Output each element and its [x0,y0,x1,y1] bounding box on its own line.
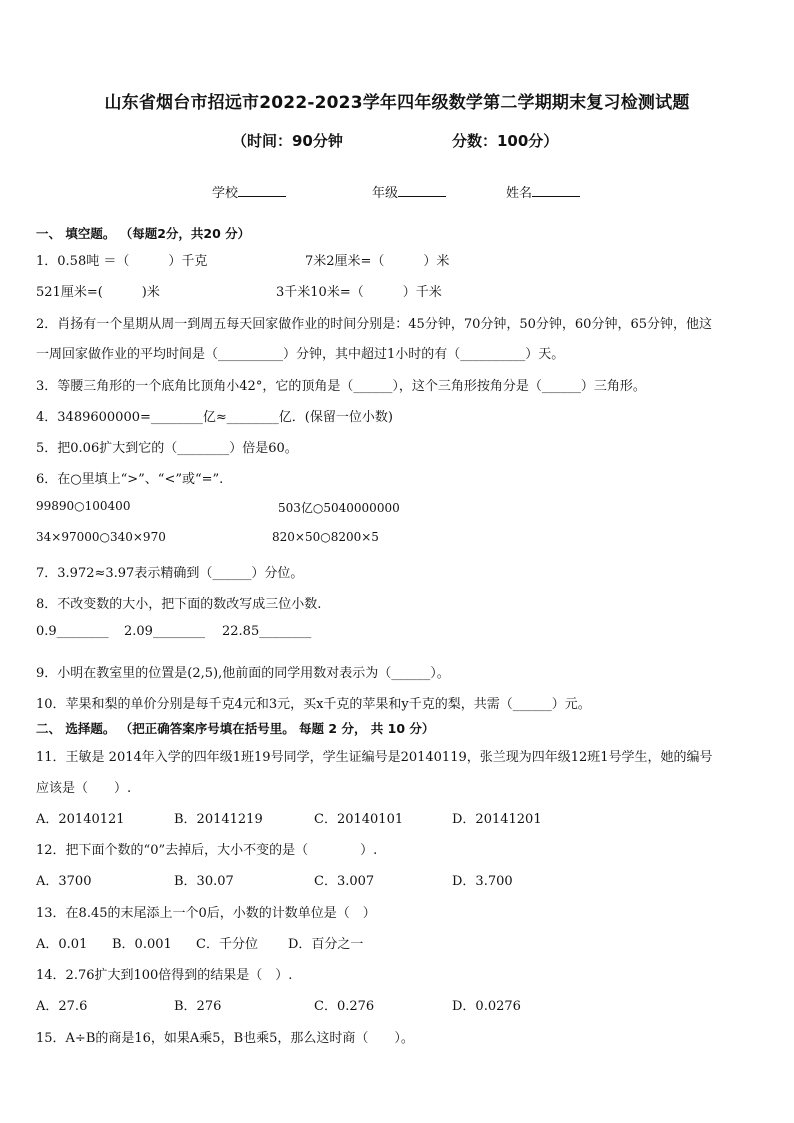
q10: 10．苹果和梨的单价分别是每千克4元和3元，买x千克的苹果和y千克的梨，共需（______）元。 [36,697,591,712]
q15: 15．A÷B的商是16，如果A乘5，B也乘5，那么这时商（ ）。 [36,1031,414,1046]
school-field[interactable] [212,182,286,201]
q9: 9．小明在教室里的位置是(2,5),他前面的同学用数对表示为（______）。 [36,666,450,681]
q12-stem: 12．把下面个数的“0”去掉后，大小不变的是（ ）. [36,843,378,858]
q11-option-b: B．20141219 [174,812,263,827]
q14-stem: 14．2.76扩大到100倍得到的结果是（ ）. [36,968,293,983]
q12-option-c: C．3.007 [314,874,375,889]
q2-line2: 一周回家做作业的平均时间是（__________）分钟，其中超过1小时的有（__________）天。 [36,347,565,362]
q8-a: 0.9________ [36,624,109,639]
q2-line1: 2．肖扬有一个星期从周一到周五每天回家做作业的时间分别是：45分钟，70分钟，50分钟，60分钟，65分钟，他这 [36,317,712,332]
name-blank[interactable] [532,184,580,197]
section1-header: 一、 填空题。 （每题2分，共20 分） [36,226,251,241]
q11-option-a: A．20140121 [36,812,125,827]
q8-stem: 8．不改变数的大小，把下面的数改写成三位小数. [36,597,322,612]
q11-option-d: D．20141201 [452,812,542,827]
q12-option-a: A．3700 [36,874,92,889]
grade-field[interactable] [372,182,446,201]
q13-option-d: D．百分之一 [288,937,364,952]
q14-option-b: B．276 [174,999,222,1014]
q5: 5．把0.06扩大到它的（________）倍是60。 [36,441,298,456]
school-label: 学校 [212,186,239,201]
q6-a: 99890○100400 [36,499,131,513]
q6-d: 820×50○8200×5 [272,530,379,544]
q14-option-c: C．0.276 [314,999,375,1014]
q4: 4．3489600000=________亿≈________亿．(保留一位小数) [36,410,393,425]
q13-option-a: A．0.01 [36,937,88,952]
q6-c: 34×97000○340×970 [36,530,166,544]
q8-b: 2.09________ [124,624,205,639]
q14-option-a: A．27.6 [36,999,88,1014]
q14-option-d: D．0.0276 [452,999,521,1014]
q6-b: 503亿○5040000000 [278,501,400,515]
school-blank[interactable] [238,184,286,197]
q6-stem: 6．在○里填上“>”、“<”或“=”. [36,472,224,487]
q7: 7．3.972≈3.97表示精确到（______）分位。 [36,566,304,581]
q1-a: 1．0.58吨 ＝（ ）千克 [36,254,208,269]
q3: 3．等腰三角形的一个底角比顶角小42°，它的顶角是（______），这个三角形按角分是（______）三角形。 [36,379,646,394]
grade-label: 年级 [372,186,399,201]
exam-score: 分数：100分） [452,132,559,150]
q1-d: 3千米10米=（ ）千米 [276,285,442,300]
q1-c: 521厘米=( )米 [36,285,160,300]
q11-line1: 11．王敏是 2014年入学的四年级1班19号同学，学生证编号是20140119，张兰现为四年级12班1号学生，她的编号 [36,750,713,765]
q12-option-d: D．3.700 [452,874,513,889]
section2-header: 二、 选择题。 （把正确答案序号填在括号里。 每题 2 分， 共 10 分） [36,721,435,736]
exam-time: （时间：90分钟 [232,132,343,150]
q12-option-b: B．30.07 [174,874,234,889]
name-field[interactable] [506,182,580,201]
page-title: 山东省烟台市招远市2022-2023学年四年级数学第二学期期末复习检测试题 [104,93,690,113]
name-label: 姓名 [506,186,533,201]
q11-option-c: C．20140101 [314,812,404,827]
q13-option-b: B．0.001 [112,937,172,952]
q13-stem: 13．在8.45的末尾添上一个0后，小数的计数单位是（ ） [36,906,376,921]
grade-blank[interactable] [398,184,446,197]
q13-option-c: C．千分位 [196,937,258,952]
q11-line2: 应该是（ ）. [36,781,132,796]
q1-b: 7米2厘米=（ ）米 [305,254,450,269]
q8-c: 22.85________ [222,624,312,639]
